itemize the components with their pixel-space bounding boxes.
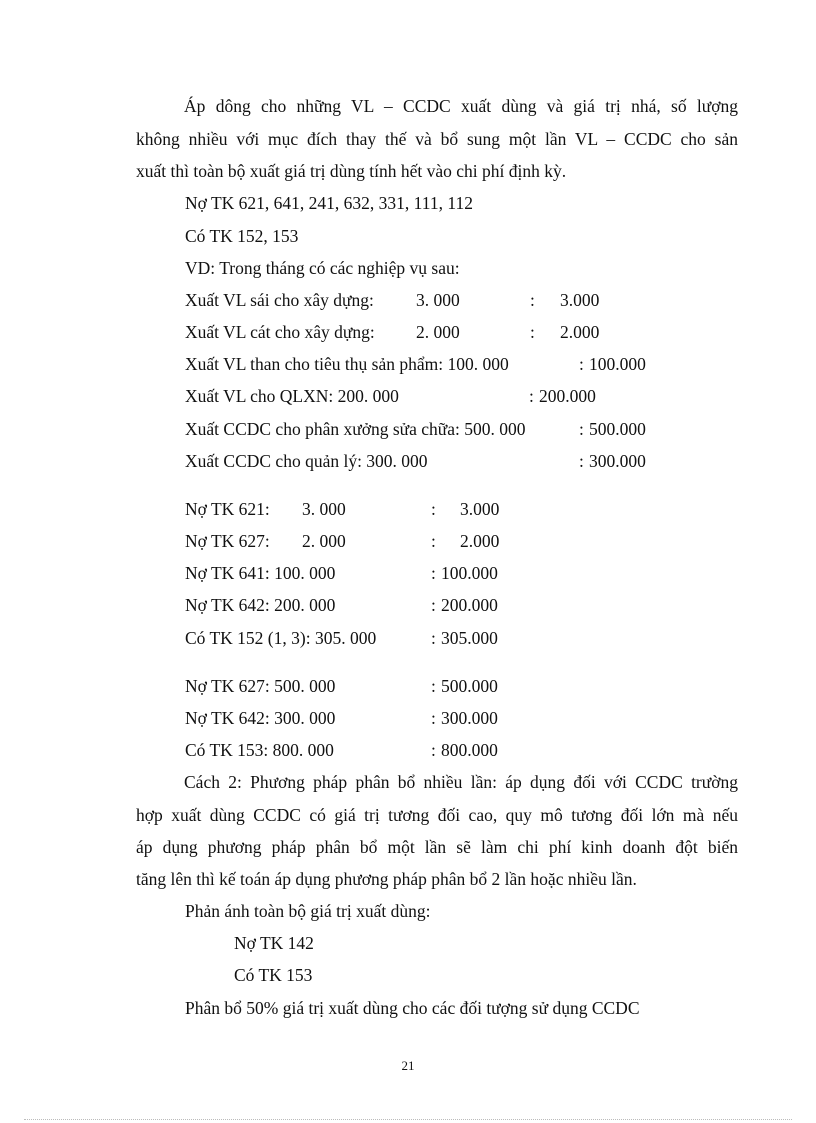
op-2-sep: : [530,322,535,342]
j1-2-label: Nợ TK 627: [185,531,270,551]
op-2-amount: 2. 000 [416,322,460,342]
op-2-label: Xuất VL cát cho xây dựng: [185,322,375,342]
op-3-value: 100.000 [589,354,646,374]
j1-5-value: 305.000 [441,628,498,648]
op-5-value: 500.000 [589,419,646,439]
j2-1-sep: : [431,676,436,696]
op-1-amount: 3. 000 [416,290,460,310]
j1-1-label: Nợ TK 621: [185,499,270,519]
j2-2-value: 300.000 [441,708,498,728]
j1-4-value: 200.000 [441,595,498,615]
j1-2-sep: : [431,531,436,551]
para2-line-2: hợp xuất dùng CCDC có giá trị tương đối cao, quy mô tương đối lớn mà nếu [136,805,738,825]
op-1-label: Xuất VL sái cho xây dựng: [185,290,374,310]
op-6-sep: : [579,451,584,471]
op-4-sep: : [529,386,534,406]
entry2-debit: Nợ TK 142 [234,933,314,953]
j1-5-sep: : [431,628,436,648]
j2-2-label: Nợ TK 642: 300. 000 [185,708,336,728]
entry1-credit: Có TK 152, 153 [185,226,299,246]
para1-line-2: không nhiều với mục đích thay thế và bổ sung một lần VL – CCDC cho sản [136,129,738,149]
op-4-value: 200.000 [539,386,596,406]
op-1-sep: : [530,290,535,310]
page-number: 21 [401,1058,415,1073]
op-3-sep: : [579,354,584,374]
op-2-value: 2.000 [560,322,600,342]
entry2-credit: Có TK 153 [234,965,313,985]
allocate-line: Phân bổ 50% giá trị xuất dùng cho các đối tượng sử dụng CCDC [185,998,640,1018]
para2-line-3: áp dụng phương pháp phân bổ một lần sẽ làm chi phí kinh doanh đột biến [136,837,738,857]
op-3-label: Xuất VL than cho tiêu thụ sản phẩm: 100. 000 [185,354,509,374]
para2-line-1: Cách 2: Phương pháp phân bổ nhiều lần: áp dụng đối với CCDC trường [184,772,738,792]
op-6-value: 300.000 [589,451,646,471]
j1-2-value: 2.000 [460,531,500,551]
para1-line-3: xuất thì toàn bộ xuất giá trị dùng tính hết vào chi phí định kỳ. [136,161,567,181]
j2-1-label: Nợ TK 627: 500. 000 [185,676,336,696]
entry1-debit: Nợ TK 621, 641, 241, 632, 331, 111, 112 [185,193,473,213]
j2-3-label: Có TK 153: 800. 000 [185,740,334,760]
page-border-divider [24,1119,792,1120]
j1-1-sep: : [431,499,436,519]
j1-4-label: Nợ TK 642: 200. 000 [185,595,336,615]
op-5-label: Xuất CCDC cho phân xưởng sửa chữa: 500. 000 [185,419,526,439]
op-6-label: Xuất CCDC cho quản lý: 300. 000 [185,451,428,471]
para1-line-1: Áp dông cho những VL – CCDC xuất dùng và giá trị nhá, số lượng [184,96,738,116]
j1-1-amount: 3. 000 [302,499,346,519]
j2-2-sep: : [431,708,436,728]
j1-3-value: 100.000 [441,563,498,583]
example-title: VD: Trong tháng có các nghiệp vụ sau: [185,258,460,278]
j1-1-value: 3.000 [460,499,500,519]
para2-line-4: tăng lên thì kế toán áp dụng phương pháp phân bổ 2 lần hoặc nhiều lần. [136,869,637,889]
j2-3-sep: : [431,740,436,760]
j2-1-value: 500.000 [441,676,498,696]
j1-5-label: Có TK 152 (1, 3): 305. 000 [185,628,377,648]
j1-2-amount: 2. 000 [302,531,346,551]
reflect-title: Phản ánh toàn bộ giá trị xuất dùng: [185,901,431,921]
op-1-value: 3.000 [560,290,600,310]
j2-3-value: 800.000 [441,740,498,760]
j1-3-label: Nợ TK 641: 100. 000 [185,563,336,583]
j1-3-sep: : [431,563,436,583]
op-5-sep: : [579,419,584,439]
j1-4-sep: : [431,595,436,615]
op-4-label: Xuất VL cho QLXN: 200. 000 [185,386,399,406]
